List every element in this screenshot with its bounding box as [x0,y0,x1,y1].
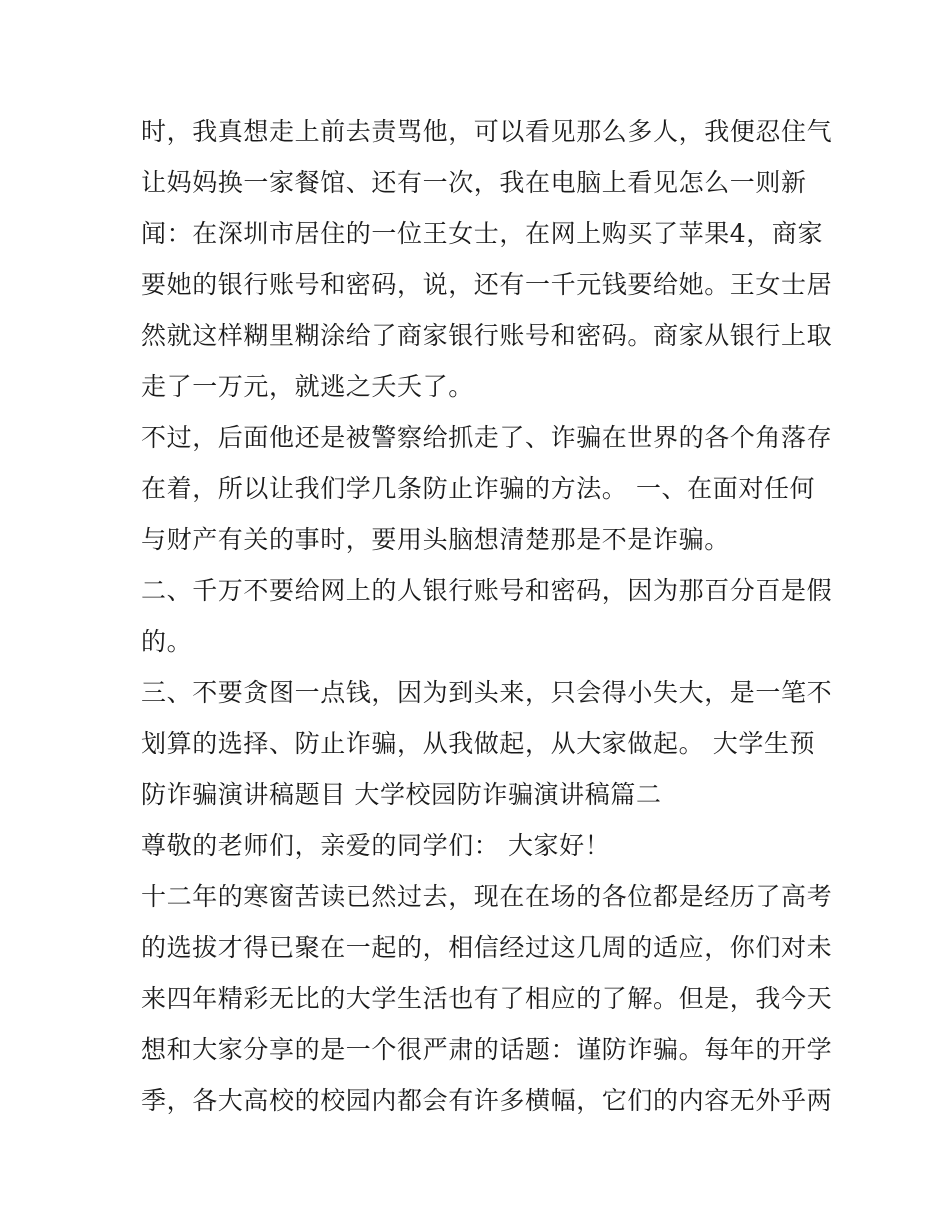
text-line: 三、不要贪图一点钱，因为到头来，只会得小失大，是一笔不 [141,678,833,707]
text-line: 防诈骗演讲稿题目 大学校园防诈骗演讲稿篇二 [141,780,662,809]
text-line: 来四年精彩无比的大学生活也有了相应的了解。但是，我今天 [141,984,833,1013]
text-line: 让妈妈换一家餐馆、还有一次，我在电脑上看见怎么一则新 [141,168,807,197]
text-line: 走了一万元，就逃之夭夭了。 [141,372,474,401]
text-line: 的选拔才得已聚在一起的，相信经过这几周的适应，你们对未 [141,933,833,962]
text-line: 尊敬的老师们，亲爱的同学们： 大家好！ [141,831,611,860]
text-line: 不过，后面他还是被警察给抓走了、诈骗在世界的各个角落存 [141,423,833,452]
text-line: 时，我真想走上前去责骂他，可以看见那么多人，我便忍住气 [141,117,833,146]
text-line: 在着，所以让我们学几条防止诈骗的方法。 一、在面对任何 [141,474,816,503]
text-line: 然就这样糊里糊涂给了商家银行账号和密码。商家从银行上取 [141,321,833,350]
text-line: 与财产有关的事时，要用头脑想清楚那是不是诈骗。 [141,525,730,554]
text-line: 想和大家分享的是一个很严肃的话题：谨防诈骗。每年的开学 [141,1035,833,1064]
document-body [141,106,833,1126]
text-line: 二、千万不要给网上的人银行账号和密码，因为那百分百是假 [141,576,833,605]
text-line: 闻：在深圳市居住的一位王女士，在网上购买了苹果4，商家 [141,219,824,248]
text-line: 要她的银行账号和密码，说，还有一千元钱要给她。王女士居 [141,270,833,299]
text-line: 的。 [141,627,193,656]
text-line: 季，各大高校的校园内都会有许多横幅，它们的内容无外乎两 [141,1086,833,1115]
text-line: 十二年的寒窗苦读已然过去，现在在场的各位都是经历了高考 [141,882,833,911]
text-line: 划算的选择、防止诈骗，从我做起，从大家做起。 大学生预 [141,729,816,758]
